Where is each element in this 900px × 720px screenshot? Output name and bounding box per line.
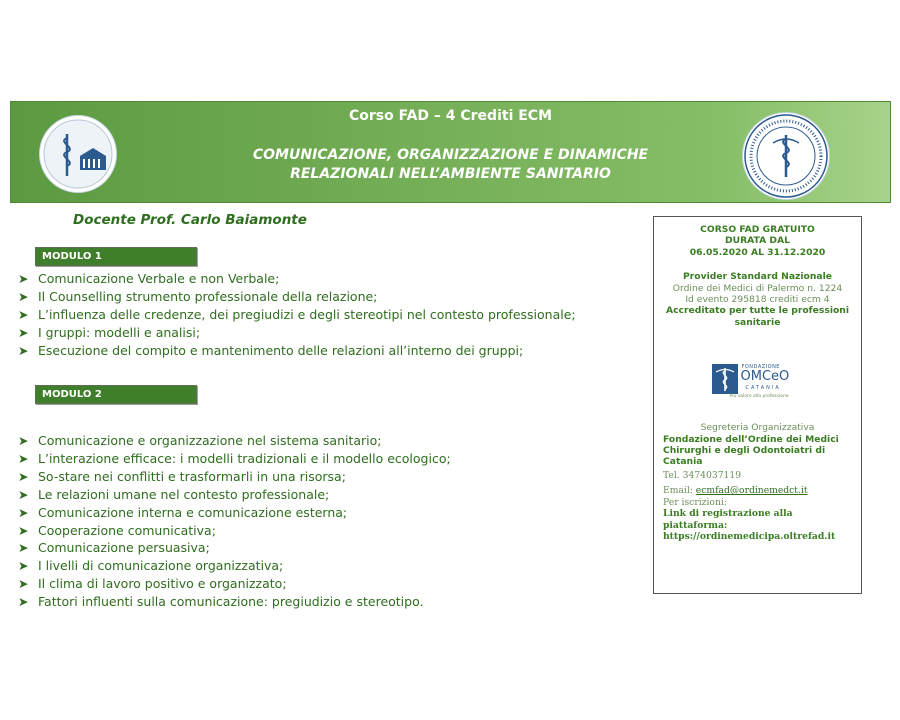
event-id: Id evento 295818 crediti ecm 4 <box>685 294 830 306</box>
topic-text: L’interazione efficace: i modelli tradizionali e il modello ecologico; <box>38 450 451 466</box>
list-item <box>18 288 576 306</box>
course-subtitle-line: COMUNICAZIONE, ORGANIZZAZIONE E DINAMICHE <box>252 147 649 163</box>
arrow-bullet-icon: ➤ <box>18 486 29 502</box>
teacher-name: Docente Prof. Carlo Baiamonte <box>73 212 307 228</box>
accreditation-info: sanitarie <box>734 316 781 328</box>
email-link[interactable]: ecmfad@ordinemedct.it <box>695 485 808 497</box>
module-2-topics <box>18 432 451 611</box>
module-2-label: MODULO 2 <box>35 385 197 404</box>
list-item <box>18 432 451 450</box>
logo-city-text: CATANIA <box>745 385 781 392</box>
topic-text: Il clima di lavoro positivo e organizzato; <box>38 576 287 592</box>
registration-link-label: piattaforma: <box>663 519 728 531</box>
course-info-box <box>653 216 862 594</box>
list-item <box>18 468 451 486</box>
registration-url[interactable]: https://ordinemedicipa.oltrefad.it <box>663 530 836 542</box>
list-item <box>18 450 451 468</box>
duration-label: DURATA DAL <box>724 235 790 247</box>
duration-dates: 06.05.2020 AL 31.12.2020 <box>689 246 826 258</box>
topic-text: I livelli di comunicazione organizzativa; <box>38 558 284 574</box>
topic-text: Le relazioni umane nel contesto professionale; <box>38 486 330 502</box>
topic-text: I gruppi: modelli e analisi; <box>38 324 201 340</box>
email-row <box>654 485 861 496</box>
organizer-name: Catania <box>663 456 703 468</box>
email-label: Email: <box>663 485 696 497</box>
arrow-bullet-icon: ➤ <box>18 306 29 322</box>
arrow-bullet-icon: ➤ <box>18 558 29 574</box>
arrow-bullet-icon: ➤ <box>18 522 29 538</box>
arrow-bullet-icon: ➤ <box>18 433 29 448</box>
course-subtitle-line: RELAZIONALI NELL’AMBIENTE SANITARIO <box>290 166 611 182</box>
topic-text: L’influenza delle credenze, dei pregiudizi e degli stereotipi nel contesto professionale; <box>38 306 576 322</box>
list-item <box>18 486 451 504</box>
arrow-bullet-icon: ➤ <box>18 271 29 286</box>
topic-text: Comunicazione Verbale e non Verbale; <box>38 271 280 286</box>
arrow-bullet-icon: ➤ <box>18 288 29 304</box>
arrow-bullet-icon: ➤ <box>18 594 29 610</box>
topic-text: Comunicazione persuasiva; <box>38 540 210 556</box>
module-1-label: MODULO 1 <box>35 247 197 266</box>
registration-label: Per iscrizioni: <box>663 496 727 508</box>
ordine-medici-catania-seal <box>742 112 830 200</box>
topic-text: Il Counselling strumento professionale della relazione; <box>38 288 378 304</box>
arrow-bullet-icon: ➤ <box>18 450 29 466</box>
provider-info: Ordine dei Medici di Palermo n. 1224 <box>672 282 843 294</box>
topic-text: Fattori influenti sulla comunicazione: pregiudizio e stereotipo. <box>38 594 424 610</box>
list-item <box>18 504 451 522</box>
segreteria-title: Segreteria Organizzativa <box>700 422 815 434</box>
topic-text: Comunicazione interna e comunicazione esterna; <box>38 504 348 520</box>
list-item <box>18 539 451 557</box>
list-item <box>18 575 451 593</box>
free-course-label: CORSO FAD GRATUITO <box>700 224 815 235</box>
topic-text: So-stare nei conflitti e trasformarli in una risorsa; <box>38 468 346 484</box>
topic-text: Cooperazione comunicativa; <box>38 522 216 538</box>
list-item <box>18 270 576 288</box>
organizer-name: Fondazione dell’Ordine dei Medici <box>663 433 839 445</box>
header-banner <box>10 101 891 203</box>
list-item <box>18 557 451 575</box>
arrow-bullet-icon: ➤ <box>18 342 29 358</box>
list-item <box>18 306 576 324</box>
list-item <box>18 342 576 360</box>
phone-number: Tel. 3474037119 <box>663 469 742 481</box>
arrow-bullet-icon: ➤ <box>18 468 29 484</box>
list-item <box>18 593 451 611</box>
arrow-bullet-icon: ➤ <box>18 576 29 592</box>
logo-main-text: OMCeO <box>740 369 790 385</box>
arrow-bullet-icon: ➤ <box>18 324 29 340</box>
topic-text: Esecuzione del compito e mantenimento delle relazioni all’interno dei gruppi; <box>38 342 524 358</box>
arrow-bullet-icon: ➤ <box>18 540 29 556</box>
organizer-name: Chirurghi e degli Odontoiatri di <box>663 445 826 457</box>
module-1-topics <box>18 270 576 360</box>
list-item <box>18 324 576 342</box>
registration-link-label: Link di registrazione alla <box>663 508 793 520</box>
course-title: Corso FAD – 4 Crediti ECM <box>348 108 553 124</box>
fondazione-omceo-logo <box>712 364 804 400</box>
provider-title: Provider Standard Nazionale <box>683 271 832 283</box>
logo-tagline: Più valore alla professione <box>729 394 789 400</box>
arrow-bullet-icon: ➤ <box>18 504 29 520</box>
logo-small-text: FONDAZIONE <box>741 364 780 371</box>
topic-text: Comunicazione e organizzazione nel sistema sanitario; <box>38 433 382 448</box>
list-item <box>18 522 451 540</box>
accreditation-info: Accreditato per tutte le professioni <box>666 305 849 317</box>
